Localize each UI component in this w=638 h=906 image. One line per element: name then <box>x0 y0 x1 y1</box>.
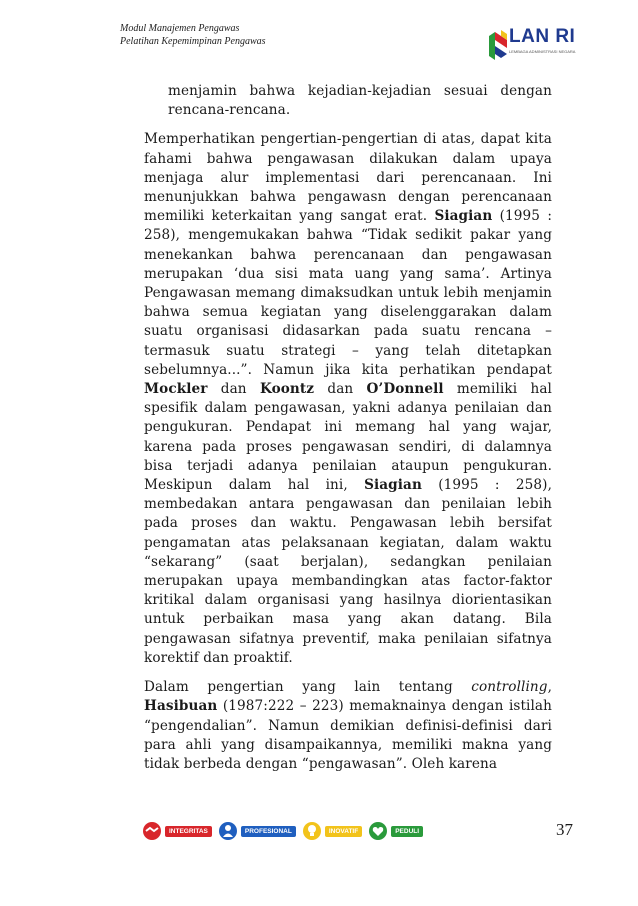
badge-label: PROFESIONAL <box>241 826 296 837</box>
text-run: (1995 : 258), mengemukakan bahwa “Tidak sedikit pakar yang menekankan bahwa perencanaan dan pengawasan merupakan ‘dua sisi mata uang yang sama’. Artinya Pengawasan memang dimaksudkan untuk lebih menjamin bahwa semua kegiatan yang diselenggarakan dalam suatu organisasi didasarkan pada suatu rencana – termasuk suatu strategi – yang telah ditetapkan sebelumnya...”. Namun jika kita perhatikan pendapat <box>144 208 552 378</box>
badge-profesional <box>218 821 296 841</box>
paragraph <box>144 130 552 668</box>
badge-peduli <box>368 821 423 841</box>
badge-label: INTEGRITAS <box>165 826 212 837</box>
text-run: Memperhatikan pengertian-pengertian di atas, dapat kita fahami bahwa pengawasan dilakukan dalam upaya menjaga alur implementasi dari perencanaan. Ini menunjukkan bahwa pengawasn dengan perencanaan memiliki keterkaitan yang sangat erat. <box>144 131 552 225</box>
logo-text: LAN RI <box>509 26 576 47</box>
running-header <box>120 22 266 48</box>
lan-ri-logo <box>487 26 591 66</box>
page-body <box>144 82 552 784</box>
lightbulb-icon <box>302 821 322 841</box>
text-run: menjamin bahwa kejadian-kejadian sesuai dengan rencana-rencana. <box>168 83 552 119</box>
text-run: , <box>547 679 552 696</box>
author-name-bold: Koontz <box>259 381 315 398</box>
lan-ri-emblem-icon <box>487 26 509 64</box>
author-name-bold: Hasibuan <box>144 698 218 715</box>
core-values-banner <box>142 818 420 844</box>
term-italic: controlling <box>471 679 548 696</box>
paragraph <box>144 678 552 774</box>
handshake-icon <box>142 821 162 841</box>
badge-inovatif <box>302 821 362 841</box>
badge-label: INOVATIF <box>325 826 362 837</box>
paragraph-continuation <box>168 82 552 120</box>
header-module-title: Modul Manajemen Pengawas <box>120 23 240 34</box>
author-name-bold: Siagian <box>434 208 493 225</box>
author-name-bold: O’Donnell <box>366 381 444 398</box>
logo-subtext: LEMBAGA ADMINISTRASI NEGARA <box>509 49 576 54</box>
text-run: dan <box>207 381 260 398</box>
header-training-title: Pelatihan Kepemimpinan Pengawas <box>120 36 266 47</box>
author-name-bold: Siagian <box>364 477 422 494</box>
badge-label: PEDULI <box>391 826 423 837</box>
author-name-bold: Mockler <box>144 381 208 398</box>
text-run: Dalam pengertian yang lain tentang <box>144 679 472 696</box>
badge-integritas <box>142 821 212 841</box>
page-number: 37 <box>556 820 573 839</box>
heart-icon <box>368 821 388 841</box>
text-run: (1995 : 258), membedakan antara pengawasan dan penilaian lebih pada proses dan waktu. Pengawasan lebih bersifat pengamatan atas pelaksanaan kegiatan, dalam waktu “sekarang” (saat berjalan), sedangkan penilaian merupakan upaya membandingkan atas factor-faktor kritikal dalam organisasi yang hasilnya diorientasikan untuk perbaikan masa yang akan datang. Bila pengawasan sifatnya preventif, maka penilaian sifatnya korektif dan proaktif. <box>144 477 552 666</box>
text-run: (1987:222 – 223) memaknainya dengan istilah “pengendalian”. Namun demikian definisi-definisi dari para ahli yang disampaikannya, memiliki makna yang tidak berbeda dengan “pengawasan”. Oleh karena <box>144 698 552 772</box>
person-icon <box>218 821 238 841</box>
text-run: memiliki hal spesifik dalam pengawasan, yakni adanya penilaian dan pengukuran. Pendapat ini memang hal yang wajar, karena pada proses pengawasan sendiri, di dalamnya bisa terjadi adanya penilaian ataupun pengukuran. Meskipun dalam hal ini, <box>144 381 552 494</box>
text-run: dan <box>314 381 367 398</box>
